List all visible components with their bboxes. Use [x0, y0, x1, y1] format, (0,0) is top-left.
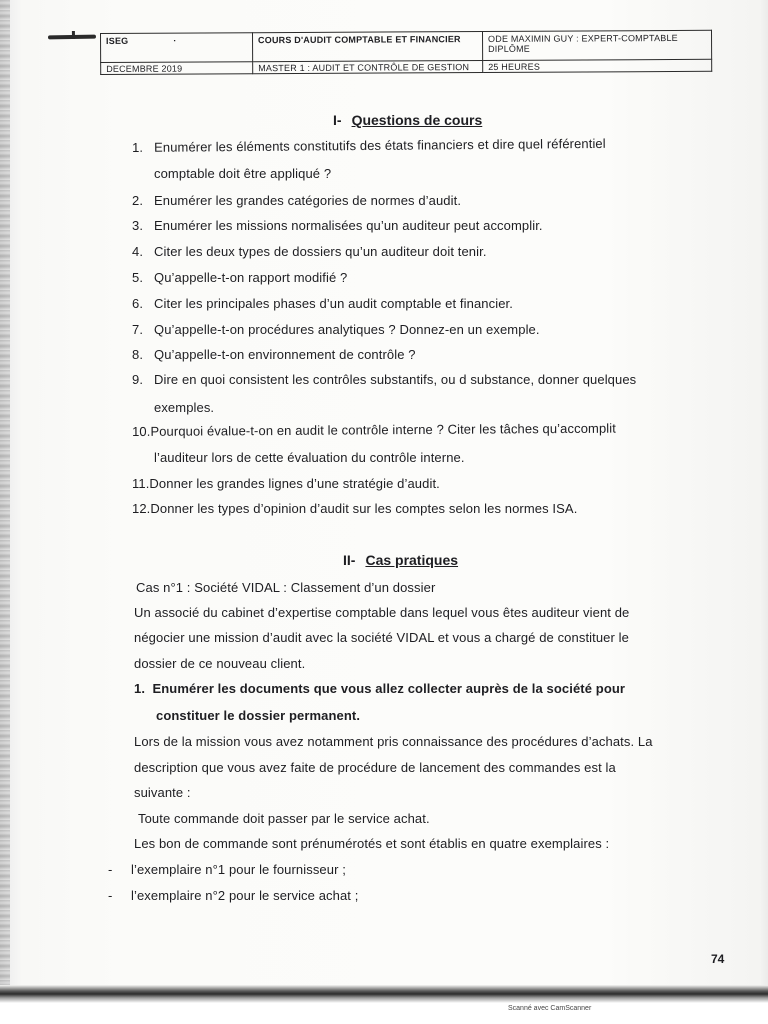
question-10-line-2 — [154, 450, 465, 465]
header-teacher: ODE MAXIMIN GUY : EXPERT-COMPTABLE DIPLÔME — [482, 30, 711, 60]
task-text: Enumérer les documents que vous allez collecter auprès de la société pour — [152, 681, 626, 696]
header-school: ISEG · — [101, 33, 253, 63]
page-number: 74 — [711, 952, 725, 966]
page-bottom-edge-shadow — [0, 985, 768, 1003]
question-text: Donner les grandes lignes d’une stratégie d’audit. — [149, 476, 440, 491]
question-text: Qu’appelle-t-on rapport modifié ? — [154, 270, 348, 285]
question-text: Qu’appelle-t-on environnement de contrôle ? — [154, 347, 416, 362]
question-text: l’auditeur lors de cette évaluation du contrôle interne. — [154, 450, 465, 465]
question-4 — [132, 244, 487, 259]
question-number: 3. — [132, 218, 144, 233]
bullet-marker: - — [108, 862, 113, 877]
question-text: Pourquoi évalue-t-on en audit le contrôle interne ? Citer les tâches qu’accomplit — [150, 420, 616, 439]
rule-2: Les bon de commande sont prénumérotés et sont établis en quatre exemplaires : — [134, 836, 610, 851]
question-text: Donner les types d’opinion d’audit sur les comptes selon les normes ISA. — [150, 501, 578, 516]
question-1-line-2 — [154, 166, 331, 181]
header-duration: 25 HEURES — [483, 59, 712, 72]
para2-line-2: description que vous avez faite de procédure de lancement des commandes est la — [134, 760, 616, 775]
question-9 — [132, 372, 636, 387]
question-text: Citer les principales phases d’un audit comptable et financier. — [154, 296, 513, 311]
header-date: DECEMBRE 2019 — [101, 62, 253, 75]
bullet-2: l’exemplaire n°2 pour le service achat ; — [131, 888, 359, 903]
question-1 — [132, 136, 606, 155]
task-number: 1. — [134, 681, 146, 696]
rule-1: Toute commande doit passer par le service achat. — [138, 811, 430, 826]
question-3 — [132, 218, 543, 233]
section-1-title: Questions de cours — [351, 112, 483, 128]
question-number: 8. — [132, 347, 144, 362]
section-2-heading — [343, 552, 458, 568]
question-text: Enumérer les éléments constitutifs des états financiers et dire quel référentiel — [153, 135, 606, 155]
bullet-marker: - — [108, 888, 113, 903]
header-program: MASTER 1 : AUDIT ET CONTRÔLE DE GESTION — [253, 60, 483, 73]
case-title: Cas n°1 : Société VIDAL : Classement d’un dossier — [136, 580, 436, 595]
section-1-number: I- — [333, 112, 342, 128]
section-2-title: Cas pratiques — [365, 552, 459, 568]
question-text: Citer les deux types de dossiers qu’un auditeur doit tenir. — [154, 244, 487, 259]
question-5 — [132, 270, 347, 285]
question-number: 2. — [132, 193, 144, 208]
question-text: comptable doit être appliqué ? — [154, 166, 332, 181]
intro-line-3: dossier de ce nouveau client. — [134, 656, 306, 671]
section-1-heading — [333, 112, 482, 128]
question-9-line-2 — [154, 400, 214, 415]
question-text: Qu’appelle-t-on procédures analytiques ? Donnez-en un exemple. — [154, 322, 540, 337]
task-1-line-2: constituer le dossier permanent. — [156, 708, 361, 723]
question-number: 7. — [132, 322, 144, 337]
question-text: Dire en quoi consistent les contrôles substantifs, ou d substance, donner quelques — [154, 372, 637, 387]
question-8 — [132, 347, 416, 362]
question-12 — [132, 501, 577, 516]
question-number: 4. — [132, 244, 144, 259]
intro-line-1: Un associé du cabinet d’expertise comptable dans lequel vous êtes auditeur vient de — [134, 605, 630, 620]
question-number: 9. — [132, 372, 144, 387]
question-number: 1. — [132, 139, 144, 155]
scanner-footer: Scanné avec CamScanner — [508, 1005, 592, 1012]
question-number: 10. — [132, 423, 151, 439]
intro-line-2: négocier une mission d’audit avec la société VIDAL et vous a chargé de constituer le — [134, 630, 629, 645]
question-number: 6. — [132, 296, 144, 311]
question-2 — [132, 193, 461, 208]
task-1 — [134, 681, 625, 696]
question-7 — [132, 322, 540, 337]
header-course: COURS D'AUDIT COMPTABLE ET FINANCIER — [253, 31, 483, 61]
question-10 — [132, 421, 616, 439]
question-6 — [132, 296, 513, 311]
para2-line-1: Lors de la mission vous avez notamment pris connaissance des procédures d’achats. La — [134, 734, 653, 749]
question-text: Enumérer les missions normalisées qu’un auditeur peut accomplir. — [154, 218, 543, 233]
question-11 — [132, 476, 440, 491]
bullet-1: l’exemplaire n°1 pour le fournisseur ; — [131, 862, 346, 877]
para2-line-3: suivante : — [134, 785, 191, 800]
question-text: Enumérer les grandes catégories de normes d’audit. — [154, 193, 462, 208]
section-2-number: II- — [343, 552, 356, 568]
question-number: 11. — [132, 476, 150, 491]
question-number: 12. — [132, 501, 151, 516]
question-text: exemples. — [154, 400, 215, 415]
question-number: 5. — [132, 270, 144, 285]
